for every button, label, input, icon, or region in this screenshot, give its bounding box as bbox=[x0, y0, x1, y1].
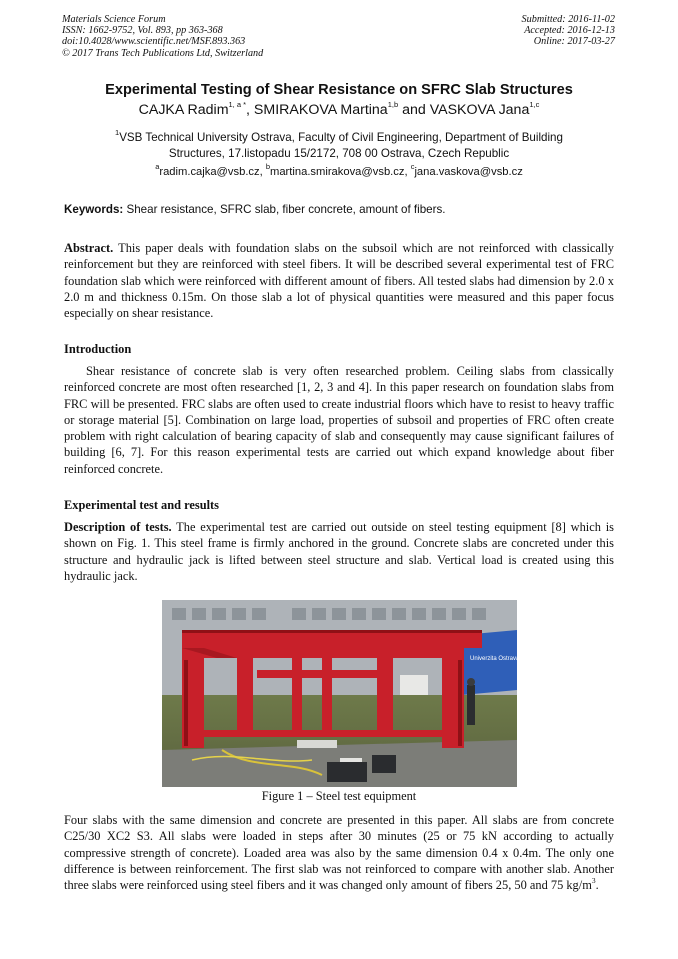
keywords bbox=[64, 203, 615, 216]
abstract-text: This paper deals with foundation slabs on the subsoil which are not reinforced with classically reinforcement but they are reinforced with steel fibers. It will be described several experimental test of FRC foundation slab which were reinforced with different amount of fibers. All tested slabs had dimension by 2.0 x 2.0 m and thickness 0.15m. On those slab a lot of physical quantities were measured and this paper focus especially on shear resistance. bbox=[64, 241, 614, 321]
figure-steel-test-equipment bbox=[162, 600, 540, 787]
email-mark: b bbox=[265, 162, 271, 172]
sentence-end: . bbox=[595, 878, 599, 893]
email-link[interactable]: martina.smirakova@vsb.cz, bbox=[270, 166, 411, 178]
author-name: SMIRAKOVA Martina bbox=[253, 102, 388, 118]
author-separator: , bbox=[246, 102, 254, 118]
doi: doi:10.4028/www.scientific.net/MSF.893.363 bbox=[62, 36, 246, 48]
author-name: CAJKA Radim bbox=[138, 102, 229, 118]
header-dates bbox=[522, 14, 615, 48]
affiliation-line: Structures, 17.listopadu 15/2172, 708 00 Ostrava, Czech Republic bbox=[168, 147, 510, 160]
journal-name: Materials Science Forum bbox=[62, 14, 166, 25]
header-publication-info bbox=[62, 14, 263, 59]
author-name: VASKOVA Jana bbox=[429, 102, 530, 118]
submitted-date: Submitted: 2016-11-02 bbox=[521, 14, 615, 25]
abstract bbox=[64, 240, 614, 321]
email-mark: a bbox=[155, 162, 160, 172]
affiliation bbox=[0, 130, 678, 162]
unit-superscript: 3 bbox=[591, 876, 596, 886]
slabs-text: Four slabs with the same dimension and concrete are presented in this paper. All slabs are from concrete C25/30 XC2 S3. All slabs were loaded in steps after 30 minutes (25 or 75 kN according to actually compressive strength of concrete). Loaded area was also by the same dimension 0.4 x 0.4m. The only one difference is between reinforcement. The first slab was not reinforced to compare with another slab. Another three slabs were reinforced using steel fibers and it was changed only amount of fibers 25, 50 and 75 kg/m bbox=[64, 813, 614, 893]
email-link[interactable]: jana.vaskova@vsb.cz bbox=[414, 166, 523, 178]
test-description-paragraph bbox=[64, 519, 614, 584]
author-list bbox=[0, 102, 678, 118]
figure-caption: Figure 1 – Steel test equipment bbox=[261, 789, 417, 803]
accepted-date: Accepted: 2016-12-13 bbox=[524, 25, 615, 37]
online-date: Online: 2017-03-27 bbox=[533, 36, 615, 48]
copyright: © 2017 Trans Tech Publications Ltd, Switzerland bbox=[62, 47, 264, 59]
keywords-label: Keywords: bbox=[64, 203, 124, 216]
steel-frame-photo bbox=[162, 600, 540, 787]
author-affiliation-mark: 1,c bbox=[529, 100, 540, 110]
affiliation-mark: 1 bbox=[115, 128, 120, 138]
test-description-text: The experimental test are carried out outside on steel testing equipment [8] which is shown on Fig. 1. This steel frame is firmly anchored in the ground. Concrete slabs are concreted under this structure and hydraulic jack is lifted between steel structure and slab. Vertical load is created using this hydraulic jack. bbox=[64, 520, 614, 583]
banner-text: Univerzita Ostrava, Fakult bbox=[470, 656, 540, 662]
paper-title: Experimental Testing of Shear Resistance on SFRC Slab Structures bbox=[105, 82, 573, 98]
author-emails bbox=[0, 162, 678, 178]
section-heading-experimental: Experimental test and results bbox=[64, 498, 219, 512]
keywords-text: Shear resistance, SFRC slab, fiber concrete, amount of fibers. bbox=[123, 203, 446, 216]
issn: ISSN: 1662-9752, Vol. 893, pp 363-368 bbox=[62, 25, 223, 37]
email-mark: c bbox=[410, 162, 415, 172]
affiliation-line: VSB Technical University Ostrava, Faculty of Civil Engineering, Department of Building bbox=[119, 131, 563, 144]
author-affiliation-mark: 1, a * bbox=[228, 100, 247, 110]
author-separator: and bbox=[398, 102, 430, 118]
test-description-label: Description of tests. bbox=[64, 520, 172, 534]
abstract-label: Abstract. bbox=[64, 241, 114, 255]
section-heading-introduction: Introduction bbox=[64, 342, 132, 356]
email-link[interactable]: radim.cajka@vsb.cz, bbox=[159, 166, 266, 178]
introduction-paragraph: Shear resistance of concrete slab is very often researched problem. Ceiling slabs from classically reinforced concrete are most often researched [1, 2, 3 and 4]. In this paper research on foundation slabs from FRC will be presented. FRC slabs are often used to create industrial floors which have to resist to heavy traffic or storage material [5]. Combination on large load, properties of subsoil and properties of FRC often create problem with right calculation of bearing capacity of slab and consequently may cause significant failures of building [6, 7]. For this reason experimental tests are carried out which expand knowledge about fiber reinforced concrete. bbox=[64, 364, 614, 476]
slabs-paragraph bbox=[64, 812, 614, 893]
author-affiliation-mark: 1,b bbox=[387, 100, 399, 110]
